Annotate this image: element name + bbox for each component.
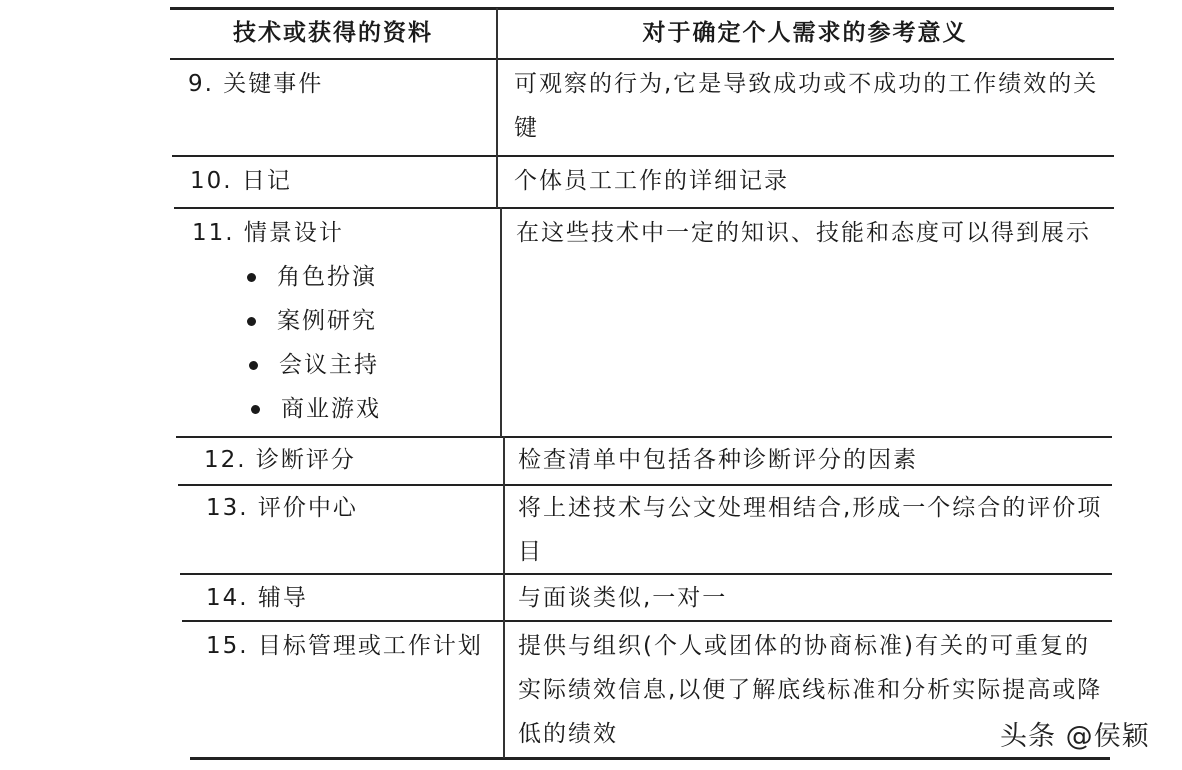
list-item: 会议主持	[239, 343, 492, 387]
row-divider	[170, 58, 1114, 60]
technique-cell	[192, 211, 492, 431]
meaning-cell: 在这些技术中一定的知识、技能和态度可以得到展示	[516, 220, 1091, 246]
technique-cell: 15. 目标管理或工作计划	[206, 633, 483, 659]
meaning-cell: 与面谈类似,一对一	[518, 585, 728, 611]
table-bottom-rule	[190, 757, 1110, 760]
technique-cell: 10. 日记	[190, 168, 292, 194]
technique-cell: 13. 评价中心	[206, 495, 358, 521]
technique-cell: 9. 关键事件	[188, 71, 324, 97]
row-divider	[174, 207, 1114, 209]
watermark: 头条 @侯颖	[1000, 721, 1150, 752]
table-top-rule	[170, 7, 1114, 10]
list-item: 案例研究	[237, 299, 492, 343]
column-divider	[500, 207, 502, 437]
meaning-cell: 可观察的行为,它是导致成功或不成功的工作绩效的关键	[514, 71, 1099, 141]
technique-cell: 12. 诊断评分	[204, 447, 356, 473]
meaning-cell: 将上述技术与公文处理相结合,形成一个综合的评价项目	[518, 495, 1103, 565]
row-divider	[182, 620, 1112, 622]
column-header-meaning: 对于确定个人需求的参考意义	[642, 20, 968, 46]
technique-title: 11. 情景设计	[192, 220, 344, 246]
meaning-cell: 个体员工工作的详细记录	[514, 168, 789, 194]
meaning-cell: 提供与组织(个人或团体的协商标准)有关的可重复的实际绩效信息,以便了解底线标准和分析实际提高或降低的绩效	[518, 633, 1103, 747]
meaning-cell: 检查清单中包括各种诊断评分的因素	[518, 447, 918, 473]
row-divider	[172, 155, 1114, 157]
list-item: 商业游戏	[241, 387, 492, 431]
column-header-technique: 技术或获得的资料	[233, 20, 433, 46]
list-item: 角色扮演	[237, 255, 492, 299]
column-divider	[503, 436, 505, 758]
technique-cell: 14. 辅导	[206, 585, 308, 611]
